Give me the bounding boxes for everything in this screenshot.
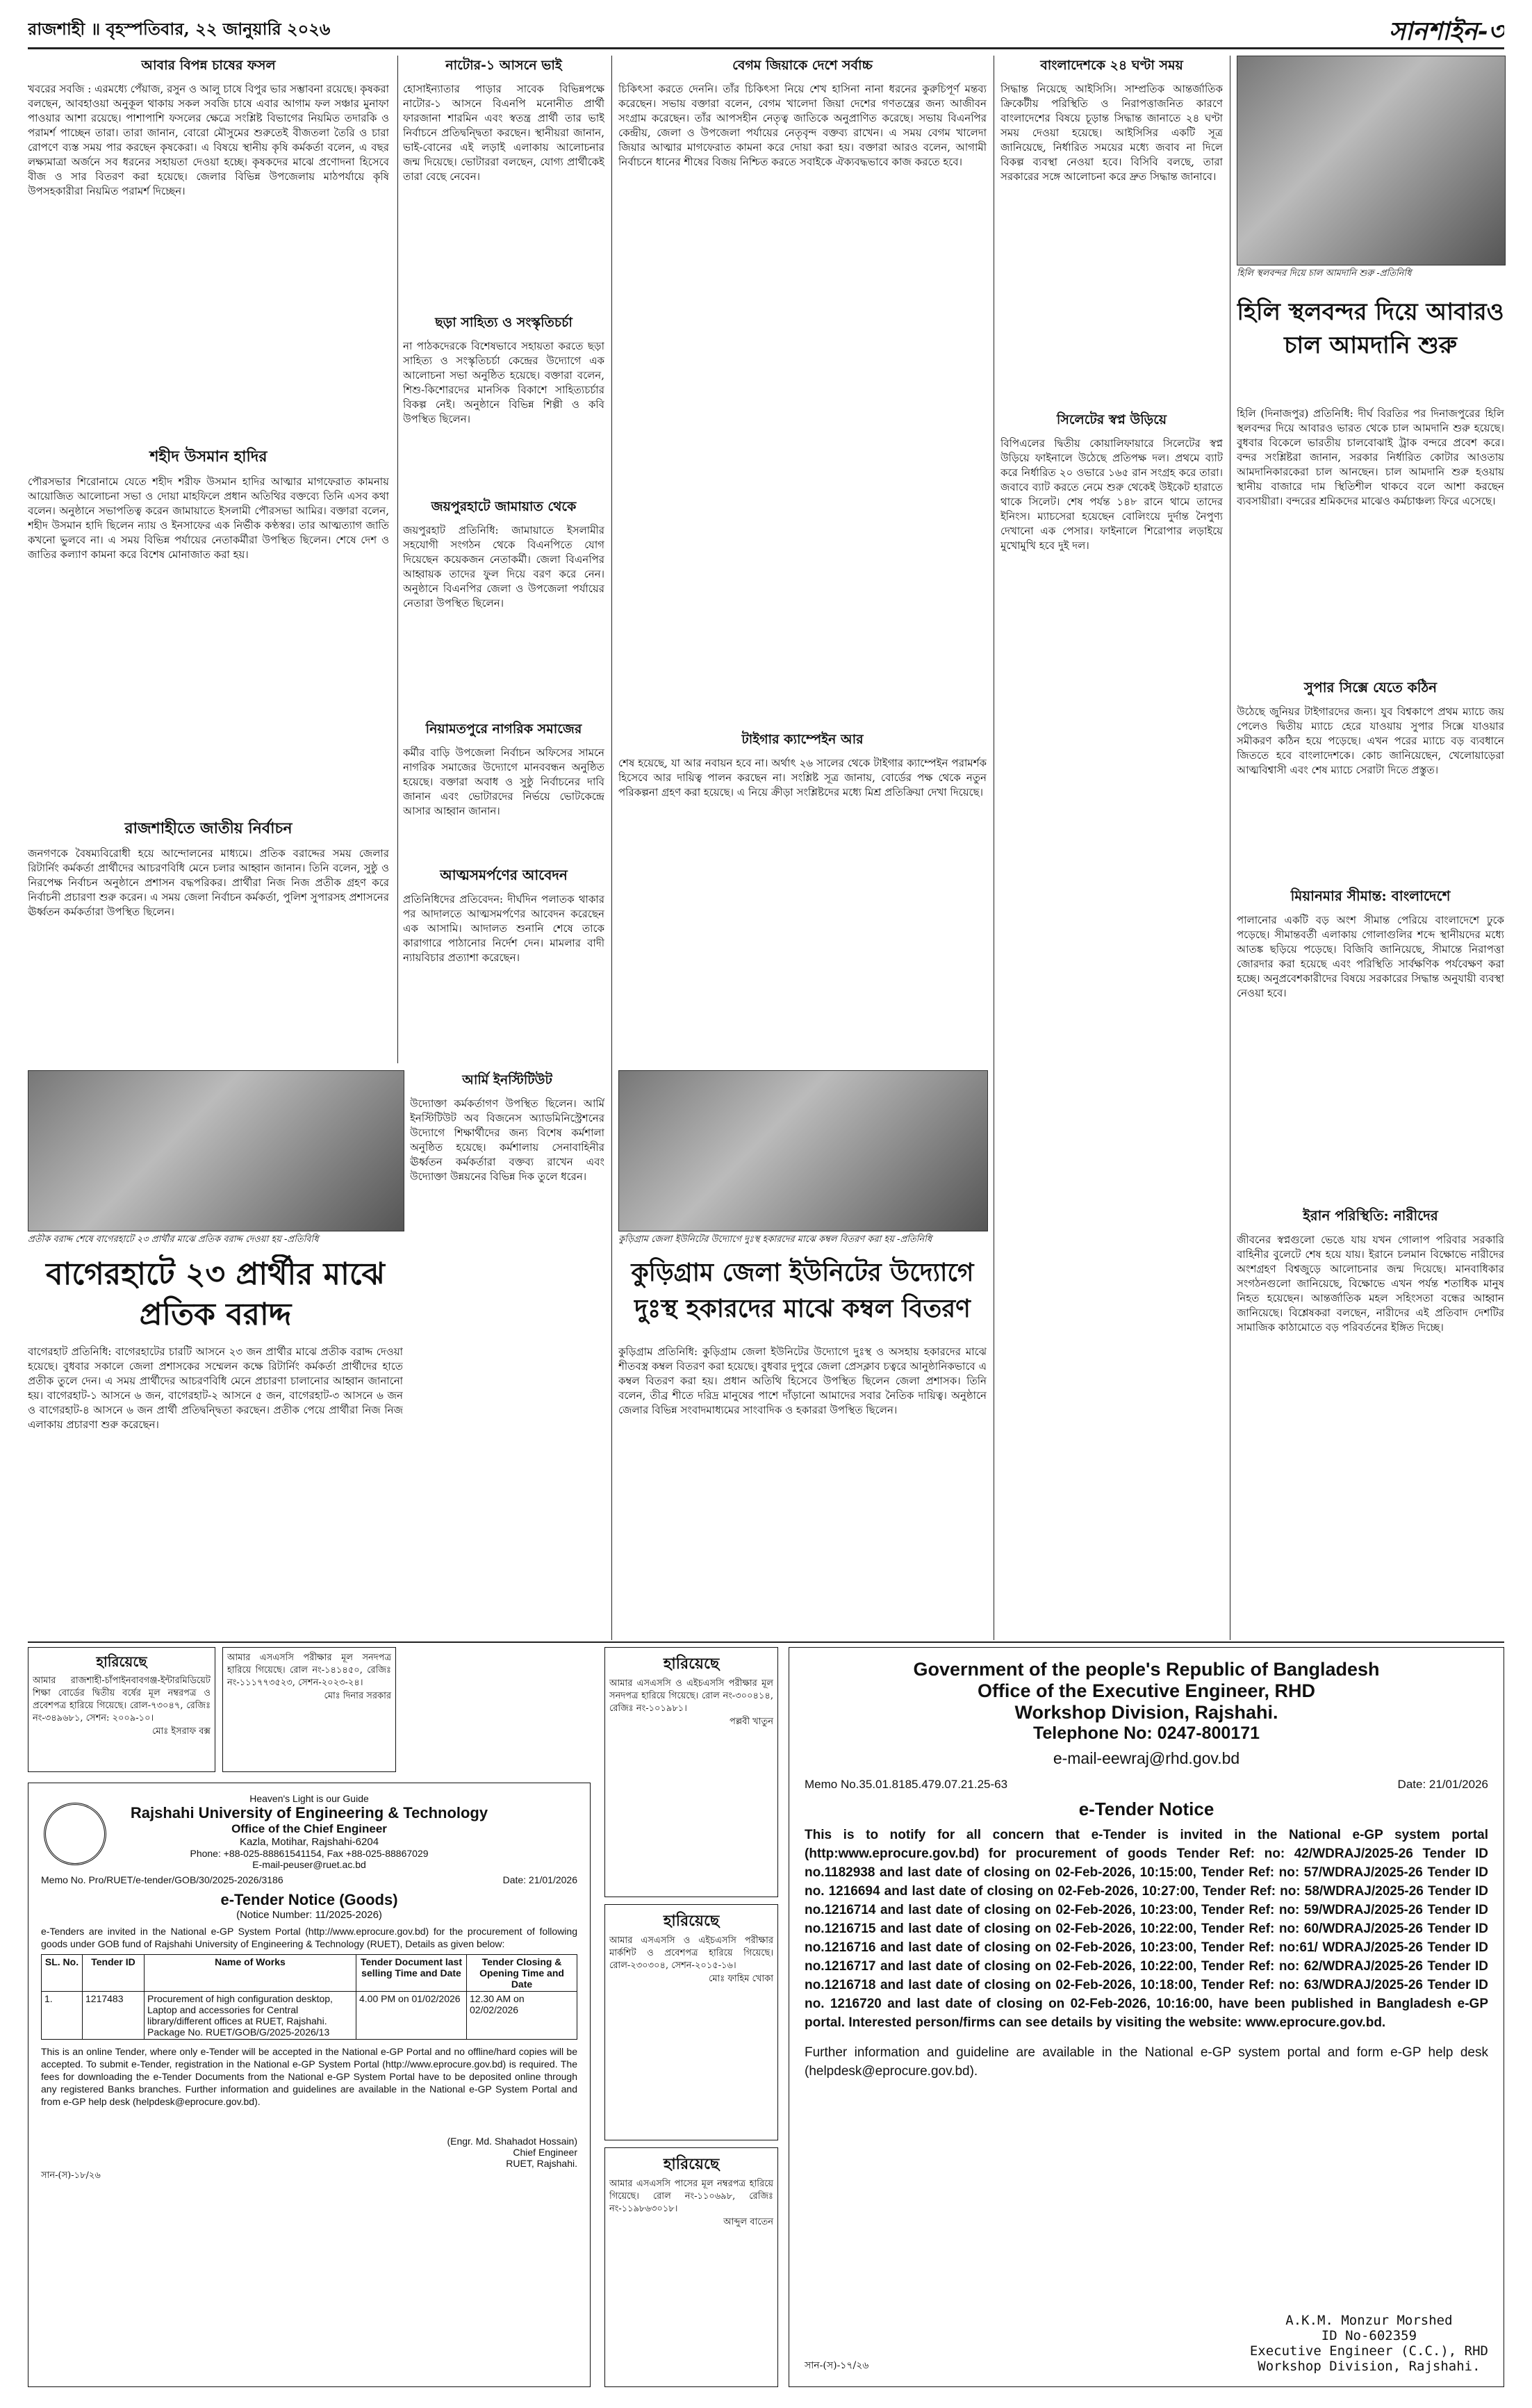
- article-niyamtpur: [403, 719, 604, 858]
- column-rule-1: [397, 56, 398, 1063]
- rhd-signer-org: Workshop Division, Rajshahi.: [1258, 2359, 1481, 2374]
- article-natore: [403, 56, 604, 306]
- photo-hili-caption: হিলি স্থলবন্দর দিয়ে চাল আমদানি শুরু -প্রতিনিধি: [1237, 268, 1412, 279]
- ruet-cell-id: 1217483: [83, 1992, 145, 2040]
- ruet-signer-title: Chief Engineer: [513, 2147, 577, 2158]
- photo-bagerhat-caption: প্রতীক বরাদ্দ শেষে বাগেরহাটে ২৩ প্রার্থীর মাঝে প্রতিক বরাদ্দ দেওয়া হয় -প্রতিবিধি: [28, 1234, 319, 1245]
- lost-notice-4-body: আমার এসএসসি ও এইচএসসি পরীক্ষার মার্কশিট ও প্রবেশপত্র হারিয়ে গিয়েছে। রোল-২৩০৩০৪, সেশন-২০১৫-১৬।: [609, 1935, 773, 1971]
- article-chhara: [403, 313, 604, 486]
- article-army-title: আর্মি ইনস্টিটিউট: [462, 1072, 552, 1088]
- ruet-footer: This is an online Tender, where only e-Tender will be accepted in the National e-GP Portal and no offline/hard copies will be accepted. To submit e-Tender, registration in the National e-GP System Portal (http://www.eprocure.gov.bd) is required. The fees for downloading the e-Tender Documents from the National e-GP System Portal have to be deposited online through any registered Banks branches. Further information and guidelines are available in the National e-GP System Portal and from e-GP help desk (helpdesk@eprocure.gov.bd).: [41, 2046, 577, 2107]
- article-bangladesh: [1000, 56, 1223, 403]
- ruet-logo: [44, 1803, 106, 1865]
- rhd-signer-id: ID No-602359: [1321, 2328, 1417, 2343]
- hili-headline: হিলি স্থলবন্দর দিয়ে আবারও চাল আমদানি শুরু: [1237, 298, 1504, 359]
- ruet-signer-org: RUET, Rajshahi.: [506, 2158, 577, 2169]
- lost-notice-5: [604, 2147, 778, 2387]
- rhd-phone: Telephone No: 0247-800171: [1032, 1723, 1260, 1743]
- rhd-date: Date: 21/01/2026: [1397, 1778, 1488, 1791]
- section-rule: [28, 1641, 1504, 1643]
- rhd-body: This is to notify for all concern that e-Tender is invited in the National e-GP system portal (http:www.eprocure.gov.bd) for procurement of goods Tender Ref: no: 42/WDRAJ/2025-26 Tender ID no.1182938 and last date of closing on 02-Feb-2026, 10:15:00, Tender Ref: no: 57/WDRAJ/2025-26 Tender ID no. 1216694 and last date of closing on 02-Feb-2026, 10:27:00, Tender Ref: no: 58/WDRAJ/2025-26 Tender ID no.1216714 and last date of closing on 02-Feb-2026, 10:23:00, Tender Ref: no: 59/WDRAJ/2025-26 Tender ID no.1216715 and last date of closing on 02-Feb-2026, 10:22:00, Tender Ref: no: 60/WDRAJ/2025-26 Tender ID no.1216716 and last date of closing on 02-Feb-2026, 10:23:00, Tender Ref: no:61/ WDRAJ/2025-26 Tender ID no.1216717 and last date of closing on 02-Feb-2026, 10:22:00, Tender Ref: no: 62/WDRAJ/2025-26 Tender ID no.1216718 and last date of closing on 02-Feb-2026, 10:18:00, Tender Ref: no: 63/WDRAJ/2025-26 Tender ID no. 1216720 and last date of closing on 02-Feb-2026, 10:16:00, have been published in Bangladesh e-GP portal. Interested person/firms can see details by visiting the website: www.eprocure.gov.bd.: [805, 1828, 1488, 2030]
- article-hadi-body: পৌরসভার শিরোনামে যেতে শহীদ শরীফ উসমান হাদির আত্মার মাগফেরাত কামনায় আয়োজিত আলোচনা সভা ও দোয়া মাহফিলে প্রধান অতিথির বক্তব্যে তিনি এসব কথা বলেন। অনুষ্ঠানে সভাপতিত্ব করেন জামায়াতে ইসলামী পৌরসভা আমির। বক্তারা বলেন, শহীদ উসমান হাদি ছিলেন ন্যায় ও ইনসাফের এক নির্ভীক কণ্ঠস্বর। তার আত্মত্যাগ জাতি কখনো ভুলবে না। এ সময় বিভিন্ন পর্যায়ের নেতাকর্মীরা উপস্থিত ছিলেন। শেষে দেশ ও জাতির কল্যাণ কামনা করে বিশেষ মোনাজাত করা হয়।: [28, 475, 389, 561]
- lost-notice-5-signer: আব্দুল বাতেন: [723, 2217, 773, 2227]
- article-rajshahi-title: রাজশাহীতে জাতীয় নির্বাচন: [124, 819, 293, 837]
- rhd-code: সান-(স)-১৭/২৬: [805, 2360, 869, 2371]
- rhd-signer: A.K.M. Monzur Morshed: [1285, 2313, 1453, 2328]
- article-begum-body: চিকিৎসা করতে দেননি। তাঁর চিকিৎসা নিয়ে শেখ হাসিনা নানা ধরনের কুরুচিপূর্ণ মন্তব্য করেছেন। সভায় বক্তারা বলেন, বেগম খালেদা জিয়া দেশের গণতন্ত্রের জন্য আজীবন সংগ্রাম করেছেন। তাঁর আপসহীন নেতৃত্ব জাতিকে অনুপ্রাণিত করেছে। সভায় বিএনপির কেন্দ্রীয়, জেলা ও উপজেলা পর্যায়ের নেতৃবৃন্দ বক্তব্য রাখেন। এ সময় বেগম খালেদা জিয়ার আত্মার মাগফেরাত কামনা করে দোয়া করা হয়। বক্তারা আরও বলেন, আগামী নির্বাচনে ধানের শীষের বিজয় নিশ্চিত করতে সবাইকে ঐক্যবদ্ধভাবে কাজ করতে হবে।: [618, 83, 987, 168]
- ruet-motto: Heaven's Light is our Guide: [249, 1793, 369, 1804]
- article-joypurhat: [403, 497, 604, 712]
- masthead-date: রাজশাহী ॥ বৃহস্পতিবার, ২২ জানুয়ারি ২০২৬: [28, 19, 331, 39]
- masthead-rule: [28, 47, 1504, 49]
- photo-bagerhat: [28, 1070, 404, 1231]
- lost-notice-4-heading: হারিয়েছে: [663, 1912, 720, 1930]
- article-rajshahi-body: জনগণকে বৈষম্যবিরোধী হয়ে আন্দোলনের মাধ্যমে। প্রতিক বরাদ্দের সময় জেলার রিটার্নিং কর্মকর্তা প্রার্থীদের আচরণবিধি মেনে চলার আহ্বান জানান। তিনি বলেন, সুষ্ঠু ও নিরপেক্ষ নির্বাচন অনুষ্ঠানে প্রশাসন বদ্ধপরিকর। প্রার্থীরা নিজ নিজ প্রতীক গ্রহণ করে নির্বাচনী প্রচারণা শুরু করেন। এ সময় জেলা নির্বাচন কর্মকর্তা, পুলিশ সুপারসহ প্রশাসনের ঊর্ধ্বতন কর্মকর্তারা উপস্থিত ছিলেন।: [28, 847, 389, 918]
- article-myanmar: [1237, 886, 1504, 1199]
- rhd-line3: Workshop Division, Rajshahi.: [1014, 1702, 1278, 1723]
- lost-notice-4: [604, 1904, 778, 2140]
- kurigram-headline: কুড়িগ্রাম জেলা ইউনিটের উদ্যোগে দুঃস্থ হকারদের মাঝে কম্বল বিতরণ: [631, 1258, 974, 1323]
- bagerhat-headline: বাগেরহাটে ২৩ প্রার্থীর মাঝে প্রতিক বরাদ্দ: [46, 1256, 385, 1332]
- ruet-office: Office of the Chief Engineer: [231, 1822, 387, 1835]
- article-joypurhat-body: জয়পুরহাট প্রতিনিধি: জামায়াতে ইসলামীর সহযোগী সংগঠন থেকে বিএনপিতে যোগ দিয়েছেন কয়েকজন নেতাকর্মী। জেলা বিএনপির আহ্বায়ক তাদের ফুল দিয়ে বরণ করে নেন। অনুষ্ঠানে বিএনপির জেলা ও উপজেলা পর্যায়ের নেতারা উপস্থিত ছিলেন।: [403, 524, 604, 609]
- article-niyamtpur-body: কর্মীর বাড়ি উপজেলা নির্বাচন অফিসের সামনে নাগরিক সমাজের উদ্যোগে মানববন্ধন অনুষ্ঠিত হয়েছে। বক্তারা অবাধ ও সুষ্ঠু নির্বাচনের দাবি জানান এবং ভোটারদের নির্ভয়ে ভোটকেন্দ্রে আসার আহ্বান জানান।: [403, 746, 604, 817]
- article-fasal-body: খবরের সবজি : এরমধ্যে পেঁয়াজ, রসুন ও আলু চাষে বিপুর ভার সম্ভাবনা রয়েছে। কৃষকরা বলছেন, আবহাওয়া অনুকূল থাকায় সকল সবজি চাষে এবার আগাম ফল সঞ্চার মুনাফা পাওয়ার আশা রয়েছে। পাশাপাশি ফসলের ক্ষেত্রে সংশ্লিষ্ট বিভাগের নিয়মিত তদারকি ও পরামর্শ পাচ্ছেন তারা। তারা জানান, বোরো মৌসুমের শুরুতেই বীজতলা তৈরি ও চারা রোপণে ব্যস্ত সময় পার করছেন কৃষকেরা। এ বিষয়ে স্থানীয় কৃষি কর্মকর্তা বলেন, এ বছর লক্ষ্যমাত্রা অর্জনে সব ধরনের সহায়তা দেওয়া হচ্ছে। কৃষকদের মাঝে প্রণোদনা হিসেবে বীজ ও সার বিতরণ করা হয়েছে। জেলার বিভিন্ন উপজেলায় মাঠপর্যায়ে কৃষি উপসহকারীরা নিয়মিত পরামর্শ দিচ্ছেন।: [28, 83, 389, 197]
- table-row: [42, 1992, 577, 2040]
- lost-notice-3: [604, 1647, 778, 1897]
- article-rajshahi: [28, 817, 389, 1056]
- article-myanmar-title: মিয়ানমার সীমান্ত: বাংলাদেশে: [1290, 887, 1451, 904]
- ruet-table: [41, 1954, 577, 2040]
- ruet-date: Date: 21/01/2026: [502, 1874, 577, 1885]
- article-natore-title: নাটোর-১ আসনে ভাই: [445, 58, 562, 73]
- lost-notice-3-signer: পল্লবী খাতুন: [730, 1717, 773, 1727]
- rhd-memo: Memo No.35.01.8185.479.07.21.25-63: [805, 1778, 1008, 1791]
- ruet-col-id: Tender ID: [83, 1955, 145, 1992]
- article-fasal: [28, 56, 389, 431]
- article-sylhet: [1000, 410, 1223, 1637]
- article-begum-title: বেগম জিয়াকে দেশে সর্বাচ্চ: [732, 58, 873, 73]
- lost-notice-3-heading: হারিয়েছে: [663, 1655, 720, 1673]
- article-tiger: [618, 730, 987, 1056]
- article-army: [410, 1070, 604, 1637]
- ruet-title: e-Tender Notice (Goods): [220, 1891, 398, 1908]
- ruet-code: সান-(স)-১৮/২৬: [41, 2170, 101, 2181]
- article-tiger-body: শেষ হয়েছে, যা আর নবায়ন হবে না। অর্থাৎ ২৬ সালের থেকে টাইগার ক্যাম্পেইন পরামর্শক হিসেবে আর দায়িত্ব পালন করছেন না। সংশ্লিষ্ট সূত্র জানায়, বোর্ডের পক্ষ থেকে নতুন পরিকল্পনা গ্রহণ করা হয়েছে। এ নিয়ে ক্রীড়া সংশ্লিষ্টদের মধ্যে মিশ্র প্রতিক্রিয়া দেখা দিয়েছে।: [618, 757, 987, 798]
- rhd-email: e-mail-eewraj@rhd.gov.bd: [1053, 1749, 1240, 1767]
- lost-notice-2-signer: মোঃ দিনার সরকার: [324, 1691, 391, 1701]
- lost-notice-2: [222, 1647, 396, 1772]
- article-natore-body: হোসাইন্যাতার পাড়ার সাবেক বিভিন্নপক্ষে নাটোর-১ আসনে বিএনপি মনোনীত প্রার্থী ফারজানা শারমিন এবং স্বতন্ত্র প্রার্থী তার ভাই নির্বাচনে প্রতিদ্বন্দ্বিতা করছেন। স্থানীয়রা জানান, ভাই-বোনের এই লড়াই এলাকায় আলোচনার জন্ম দিয়েছে। ভোটাররা বলছেন, যোগ্য প্রার্থীকেই তারা বেছে নেবেন।: [403, 83, 604, 183]
- article-chhara-body: না পাঠকদেরকে বিশেষভাবে সহায়তা করতে ছড়া সাহিত্য ও সংস্কৃতিচর্চা কেন্দ্রের উদ্যোগে এক আলোচনা সভা অনুষ্ঠিত হয়েছে। বক্তারা বলেন, শিশু-কিশোরদের মানসিক বিকাশে সাহিত্যচর্চার বিকল্প নেই। অনুষ্ঠানে বিভিন্ন শিল্পী ও কবি উপস্থিত ছিলেন।: [403, 340, 604, 425]
- rhd-further: Further information and guideline are available in the National e-GP system portal and form e-GP help desk (helpdesk@eprocure.gov.bd).: [805, 2045, 1488, 2079]
- article-niyamtpur-title: নিয়ামতপুরে নাগরিক সমাজের: [425, 721, 582, 737]
- article-begum: [618, 56, 987, 723]
- article-iran: [1237, 1206, 1504, 1637]
- article-bangladesh-title: বাংলাদেশকে ২৪ ঘণ্টা সময়: [1040, 58, 1183, 73]
- lost-notice-5-heading: হারিয়েছে: [663, 2155, 720, 2173]
- ruet-tender: [28, 1783, 591, 2387]
- article-atmasamarpan-title: আত্মসমর্পণের আবেদন: [440, 867, 568, 883]
- lost-notice-1-signer: মোঃ ইসরাফ বক্স: [151, 1726, 211, 1737]
- rhd-signer-title: Executive Engineer (C.C.), RHD: [1249, 2343, 1488, 2359]
- lost-notice-1-heading: হারিয়েছে: [96, 1653, 147, 1670]
- photo-hili: [1237, 56, 1506, 265]
- article-joypurhat-title: জয়পুরহাটে জামায়াত থেকে: [431, 499, 577, 514]
- article-hadi: [28, 445, 389, 806]
- kurigram-body: কুড়িগ্রাম প্রতিনিধি: কুড়িগ্রাম জেলা ইউনিটের উদ্যোগে দুঃস্থ ও অসহায় হকারদের মাঝে শীতবস্ত্র কম্বল বিতরণ করা হয়েছে। বুধবার দুপুরে জেলা প্রেসক্লাব চত্বরে আনুষ্ঠানিকভাবে এ কম্বল বিতরণ করা হয়। প্রধান অতিথি হিসেবে উপস্থিত ছিলেন জেলা প্রশাসক। তিনি বলেন, তীব্র শীতে দরিদ্র মানুষের পাশে দাঁড়ানো আমাদের সবার নৈতিক দায়িত্ব। অনুষ্ঠানে জেলার বিভিন্ন সংবাদমাধ্যমের সাংবাদিক ও হকাররা উপস্থিত ছিলেন।: [618, 1345, 987, 1416]
- ruet-address: Kazla, Motihar, Rajshahi-6204: [239, 1836, 379, 1848]
- ruet-phone: Phone: +88-025-88861541154, Fax +88-025-88867029: [190, 1848, 429, 1859]
- ruet-cell-closing: 12.30 AM on 02/02/2026: [467, 1992, 577, 2040]
- ruet-cell-sl: 1.: [42, 1992, 83, 2040]
- hili-body: হিলি (দিনাজপুর) প্রতিনিধি: দীর্ঘ বিরতির পর দিনাজপুরের হিলি স্থলবন্দর দিয়ে আবারও ভারত থেকে চাল আমদানি শুরু হয়েছে। বুধবার বিকেলে ভারতীয় চালবোঝাই ট্রাক বন্দরে প্রবেশ করে। বন্দর সংশ্লিষ্টরা জানান, সরকার নির্ধারিত কোটার আওতায় আমদানিকারকেরা চাল আনছেন। চাল আমদানি শুরু হওয়ায় স্থানীয় বাজারে দাম স্থিতিশীল থাকবে বলে আশা করছেন ব্যবসায়ীরা। বন্দরের শ্রমিকদের মাঝেও কর্মচাঞ্চল্য ফিরে এসেছে।: [1237, 407, 1504, 507]
- article-army-body: উদ্যোক্তা কর্মকর্তাগণ উপস্থিত ছিলেন। আর্মি ইনস্টিটিউট অব বিজনেস অ্যাডমিনিস্ট্রেশনের উদ্যোগে শিক্ষার্থীদের জন্য বিশেষ কর্মশালা অনুষ্ঠিত হয়েছে। কর্মশালায় সেনাবাহিনীর ঊর্ধ্বতন কর্মকর্তারা বক্তব্য রাখেন এবং উদ্যোক্তা উন্নয়নের বিভিন্ন দিক তুলে ধরেন।: [410, 1097, 604, 1183]
- photo-kurigram-caption: কুড়িগ্রাম জেলা ইউনিটের উদ্যোগে দুঃস্থ হকারদের মাঝে কম্বল বিতরণ করা হয় -প্রতিনিধি: [618, 1234, 932, 1245]
- article-chhara-title: ছড়া সাহিত্য ও সংস্কৃতিচর্চা: [435, 315, 573, 330]
- ruet-signer: (Engr. Md. Shahadot Hossain): [447, 2136, 577, 2147]
- lost-notice-3-body: আমার এসএসসি ও এইচএসসি পরীক্ষার মূল সনদপত্র হারিয়ে গিয়েছে। রোল নং-৩০০৪১৪, রেজিঃ নং-১০১৯৮১।: [609, 1678, 773, 1714]
- rhd-title: e-Tender Notice: [1078, 1799, 1214, 1819]
- rhd-line2: Office of the Executive Engineer, RHD: [977, 1680, 1316, 1701]
- article-super: [1237, 678, 1504, 879]
- article-fasal-title: আবার বিপন্ন চাষের ফসল: [141, 58, 276, 73]
- lost-notice-1: [28, 1647, 215, 1772]
- bagerhat-body: বাগেরহাট প্রতিনিধি: বাগেরহাটের চারটি আসনে ২৩ জন প্রার্থীর মাঝে প্রতীক বরাদ্দ দেওয়া হয়েছে। বুধবার সকালে জেলা প্রশাসকের সম্মেলন কক্ষে রিটার্নিং কর্মকর্তা প্রার্থীদের হাতে প্রতীক তুলে দেন। এ সময় প্রার্থীদের আচরণবিধি মেনে প্রচারণা চালানোর আহ্বান জানানো হয়। বাগেরহাট-১ আসনে ৬ জন, বাগেরহাট-২ আসনে ৫ জন, বাগেরহাট-৩ আসনে ৬ জন ও বাগেরহাট-৪ আসনে ৬ জন প্রার্থী প্রতিদ্বন্দ্বিতা করছেন। প্রতীক পেয়ে প্রার্থীরা নিজ নিজ এলাকায় প্রচারণা শুরু করেছেন।: [28, 1345, 403, 1431]
- article-super-title: সুপার সিক্সে যেতে কঠিন: [1303, 679, 1438, 696]
- article-tiger-title: টাইগার ক্যাম্পেইন আর: [741, 732, 864, 747]
- article-iran-body: জীবনের স্বপ্নগুলো ভেঙে যায় যখন গোলাপ পরিবার সরকারি বাহিনীর বুলেটে শেষ হয়ে যায়। ইরানে চলমান বিক্ষোভে নারীদের অংশগ্রহণ বিশ্বজুড়ে আলোচনার জন্ম দিয়েছে। মানবাধিকার সংগঠনগুলো জানিয়েছে, বিক্ষোভে এখন পর্যন্ত শতাধিক মানুষ নিহত হয়েছেন। আন্তর্জাতিক মহল সহিংসতা বন্ধের আহ্বান জানিয়েছে। বিশ্লেষকরা বলছেন, নারীদের এই প্রতিবাদ দেশটির সামাজিক কাঠামোতে বড় পরিবর্তনের ইঙ্গিত দিচ্ছে।: [1237, 1234, 1504, 1334]
- ruet-notice-no: (Notice Number: 11/2025-2026): [236, 1909, 382, 1921]
- lost-notice-1-body: আমার রাজশাহী-চাঁপাইনবাবগঞ্জ-ইন্টারমিডিয়েট শিক্ষা বোর্ডের দ্বিতীয় বর্ষের মূল নম্বরপত্র ও প্রবেশপত্র হারিয়ে গিয়েছে। রোল-৭৩০৪৭, রেজিঃ নং-৩৪৯৬৮১, সেশন: ২০০৯-১০।: [33, 1676, 211, 1723]
- lost-notice-2-body: আমার এসএসসি পরীক্ষার মূল সনদপত্র হারিয়ে গিয়েছে। রোল নং-১৪১৪৫০, রেজিঃ নং-১১১৭৭৩৫২৩, সেশন-২০২৩-২৪।: [227, 1653, 391, 1688]
- lost-notice-4-signer: মোঃ ফাহিম খোকা: [709, 1974, 773, 1984]
- ruet-cell-works: Procurement of high configuration desktop, Laptop and accessories for Central library/different offices at RUET, Rajshahi. Package No. RUET/GOB/G/2025-2026/13: [145, 1992, 356, 2040]
- ruet-col-works: Name of Works: [145, 1955, 356, 1992]
- article-atmasamarpan: [403, 865, 604, 1056]
- masthead-page-name: সানশাইন-৩: [1388, 17, 1504, 44]
- article-sylhet-body: বিপিএলের দ্বিতীয় কোয়ালিফায়ারে সিলেটের স্বপ্ন উড়িয়ে ফাইনালে উঠেছে প্রতিপক্ষ দল। প্রথমে ব্যাট করে নির্ধারিত ২০ ওভারে ১৬৫ রান সংগ্রহ করে তারা। জবাবে ব্যাট করতে নেমে শুরু থেকেই উইকেট হারাতে থাকে সিলেট। শেষ পর্যন্ত ১৪৮ রানে থামে তাদের ইনিংস। ম্যাচসেরা হয়েছেন বোলিংয়ে দুর্দান্ত নৈপুণ্য দেখানো এক পেসার। ফাইনালে শিরোপার লড়াইয়ে মুখোমুখি হবে দুই দল।: [1000, 437, 1223, 552]
- ruet-col-sl: SL. No.: [42, 1955, 83, 1992]
- article-sylhet-title: সিলেটের স্বপ্ন উড়িয়ে: [1056, 412, 1167, 427]
- article-atmasamarpan-body: প্রতিনিধিদের প্রতিবেদন: দীর্ঘদিন পলাতক থাকার পর আদালতে আত্মসমর্পণের আবেদন করেছেন এক আসামি। আদালত শুনানি শেষে তাকে কারাগারে পাঠানোর নির্দেশ দেন। মামলার বাদী ন্যায়বিচার প্রত্যাশা করেছেন।: [403, 893, 604, 964]
- ruet-signature: [41, 2115, 577, 2136]
- article-super-body: উঠেছে জুনিয়র টাইগারদের জন্য। যুব বিশ্বকাপে প্রথম ম্যাচে জয় পেলেও দ্বিতীয় ম্যাচে হেরে যাওয়ায় সুপার সিক্সে যাওয়ার সমীকরণ কঠিন হয়ে পড়েছে। এখন পরের ম্যাচে বড় ব্যবধানে জিততে হবে বাংলাদেশকে। কোচ জানিয়েছেন, খেলোয়াড়েরা আত্মবিশ্বাসী এবং শেষ ম্যাচে সেরাটা দিতে প্রস্তুত।: [1237, 705, 1504, 776]
- column-rule-2: [611, 56, 612, 1640]
- masthead: [28, 13, 1504, 44]
- lost-notice-5-body: আমার এসএসসি পাসের মূল নম্বরপত্র হারিয়ে গিয়েছে। রোল নং-১১০৬৯৮, রেজিঃ নং-১১৯৮৬৩০১৮।: [609, 2179, 773, 2214]
- rhd-line1: Government of the people's Republic of Bangladesh: [913, 1659, 1380, 1680]
- rhd-tender: [789, 1647, 1504, 2387]
- article-myanmar-body: পালানোর একটি বড় অংশ সীমান্ত পেরিয়ে বাংলাদেশে ঢুকে পড়েছে। সীমান্তবর্তী এলাকায় গোলাগুলির শব্দে স্থানীয়দের মধ্যে আতঙ্ক ছড়িয়ে পড়েছে। বিজিবি জানিয়েছে, সীমান্তে নিরাপত্তা জোরদার করা হয়েছে এবং পরিস্থিতি সার্বক্ষণিক পর্যবেক্ষণ করা হচ্ছে। অনুপ্রবেশকারীদের বিষয়ে সরকারের সিদ্ধান্ত অনুযায়ী ব্যবস্থা নেওয়া হবে।: [1237, 914, 1504, 999]
- ruet-cell-selling: 4.00 PM on 01/02/2026: [356, 1992, 467, 2040]
- ruet-col-closing: Tender Closing & Opening Time and Date: [467, 1955, 577, 1992]
- ruet-intro: e-Tenders are invited in the National e-GP System Portal (http://www.eprocure.gov.bd) for the procurement of following goods under GOB fund of Rajshahi University of Engineering & Technology (RUET), Details as given below:: [41, 1926, 577, 1949]
- ruet-col-selling: Tender Document last selling Time and Date: [356, 1955, 467, 1992]
- article-iran-title: ইরান পরিস্থিতি: নারীদের: [1303, 1207, 1438, 1224]
- ruet-memo: Memo No. Pro/RUET/e-tender/GOB/30/2025-2026/3186: [41, 1874, 283, 1885]
- photo-kurigram: [618, 1070, 988, 1231]
- article-bangladesh-body: সিদ্ধান্ত নিয়েছে আইসিসি। সাম্প্রতিক আন্তর্জাতিক ক্রিকেটীয় পরিস্থিতি ও নিরাপত্তাজনিত কারণে বাংলাদেশের বিষয়ে চূড়ান্ত সিদ্ধান্ত জানাতে ২৪ ঘণ্টা সময় দেওয়া হয়েছে। আইসিসির একটি সূত্র জানিয়েছে, নির্ধারিত সময়ের মধ্যে জবাব না দিলে বিকল্প ব্যবস্থা নেওয়া হবে। বিসিবি বলছে, তারা সরকারের সঙ্গে আলোচনা করে দ্রুত সিদ্ধান্ত জানাবে।: [1000, 83, 1223, 183]
- ruet-name: Rajshahi University of Engineering & Technology: [130, 1804, 488, 1821]
- article-hadi-title: শহীদ উসমান হাদির: [149, 448, 267, 466]
- ruet-email: E-mail-peuser@ruet.ac.bd: [252, 1859, 366, 1870]
- rhd-signature: [1250, 2285, 1488, 2313]
